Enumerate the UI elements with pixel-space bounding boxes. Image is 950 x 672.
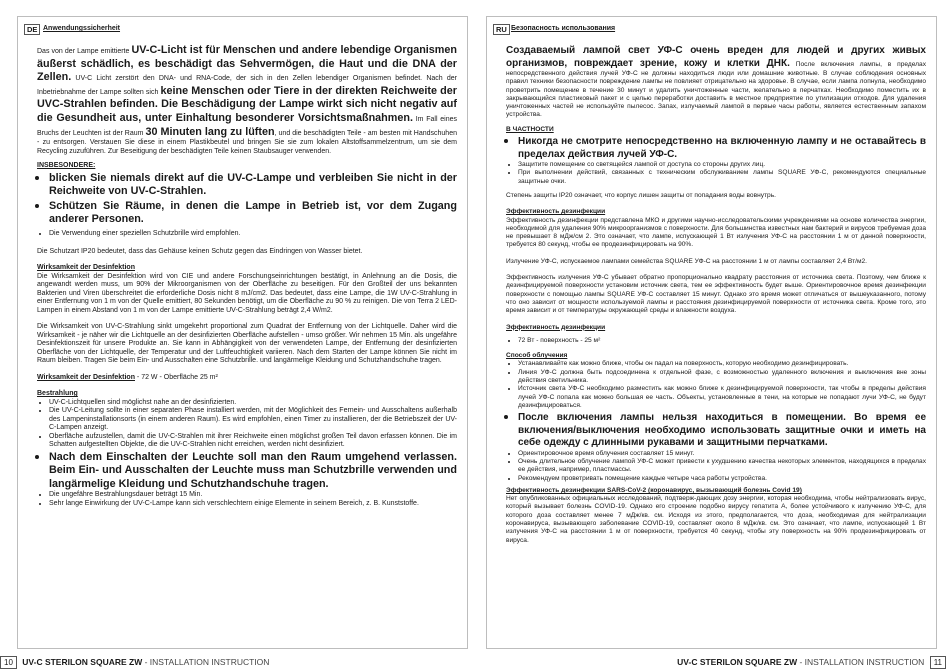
heading-bestrahlung: Bestrahlung [37, 390, 78, 398]
list-item: • Die Verwendung einer speziellen Schutzbrille wird empfohlen. [49, 230, 457, 239]
list-item: • Очень длительное облучение лампой УФ-С может привести к ухудшению качества некоторых элементов, находящихся в пределах ее действия, например, пластмассы. [518, 458, 926, 475]
list-item: • Die UV-C-Leitung sollte in einer separaten Phase installiert werden, mit der Möglichkeit des Fernein- und Ausschaltens außerhalb des Lampeninstallationsorts (in einem anderen Raum). Es wird empfohlen, einen Timer zu installieren, der die Betriebszeit der UV-C-Lampen anzeigt. [49, 407, 457, 433]
list-item: • После включения лампы нельзя находиться в помещении. Во время ее включения/выключения необходимо использовать защитные очки и иметь на себе одежду с длинными рукавами и защитными перчатками. [518, 410, 926, 450]
footer-subtitle: - INSTALLATION INSTRUCTION [142, 657, 270, 667]
heading-v-chastnosti: В ЧАСТНОСТИ [506, 125, 554, 133]
effektivnost-value-list [506, 337, 926, 345]
list-item: • UV-C-Lichtquellen sind möglichst nahe an der desinfizierten. [49, 399, 457, 408]
wirksamkeit-paragraph-2: Die Wirksamkeit von UV-C-Strahlung sinkt umgekehrt proportional zum Quadrat der Entfernung von der Lichtquelle. Daher wird die Wirksamkeit - je näher wir die Lichtquelle an der desinfizierten Oberfläche aufstellen - umso größer. Wir nehmen 15 Min. als ungefähre Desinfektionszeit für unsere Produkte an. Sie kann in Abhängigkeit von der verwendeten Lampe, der Entfernung der desinfizierten Oberfläche von der Lichtquelle, der Temperatur und der Luftfeuchtigkeit variieren. Nach dem Starten der Lampe können Sie nicht im Raum bleiben. Tragen Sie beim Ein- und Ausschalten eine Schutzbrille. und langärmelige Kleidung und Schutzhandschuhe tragen. [37, 323, 457, 365]
list-item: • 72 Вт - поверхность - 25 м² [518, 337, 926, 345]
content-right [506, 45, 926, 553]
heading-insbesondere: INSBESONDERE: [37, 162, 96, 170]
page-number-right: 11 [930, 656, 946, 669]
content-left [37, 44, 457, 508]
ip20-note: Die Schutzart IP20 bedeutet, dass das Gehäuse keinen Schutz gegen das Eindringen von Wasser bietet. [37, 247, 363, 255]
intro-paragraph-ru: Создаваемый лампой свет УФ-С очень вреден для людей и других живых организмов, повреждает зрение, кожу и клетки ДНК. После включения лампы, в пределах непосредственного действия лучей УФ-С не должны находиться люди или домашние животные. В случае соблюдения основных правил техники безопасности повреждение лампы не повлияет отрицательно на здоровье. В случае, если лампа лопнула, необходимо проветрить помещение в течение 30 минут и удалить уничтоженные части, желательно в перчатках. Необходимо поместить их в закрывающийся пластиковый пакет и с целью переработки доставить в местное предприятие по утилизации отходов. Для удаления уничтоженных частей не используйте пылесос. Запах, излучаемый лампой в первые часы работы, является естественным запахом устройства. [506, 45, 926, 119]
heading-wirksamkeit: Wirksamkeit der Desinfektion [37, 264, 135, 272]
wirksamkeit-value: Wirksamkeit der Desinfektion - 72 W - Oberfläche 25 m² [37, 373, 218, 381]
list-item: • Устанавливайте как можно ближе, чтобы он падал на поверхность, которую необходимо дезинфицировать. [518, 360, 926, 368]
wirksamkeit-paragraph-1: Die Wirksamkeit der Desinfektion wird von CIE und andere Forschungseinrichtungen bestätigt, in Anlehnung an die Dosis, die angewandt werden muss, um 90% der Mikroorganismen von der Oberfläche zu beseitigen. Für den Großteil der uns bekannten Bakterien und Viren überschreitet die erforderliche Dosis nicht 8 mJ/cm2. Das bedeutet, dass eine Lampe, die 1W UV-C-Strahlung in einer Entfernung von 1 m von der Quelle emittiert, 80 Sekunden benötigt, um die Oberfläche zu 90 % zu reinigen. Die von Terra 2 LED-Lampen in einem Abstand von 1 m von der Lampe emittierte UV-C-Strahlung beträgt 2,4 W/m2. [37, 272, 457, 314]
effektivnost-paragraph-3: Эффективность излучения УФ-С убывает обратно пропорционально квадрату расстояния от источника света. Поэтому, чем ближе к дезинфицируемой поверхности установим источник света, тем ее эффективность будет выше. Ориентировочное время дезинфекции поверхности с помощью лампы SQUARE УФ-С составляет 15 минут. Однако это время может отличаться от вышеуказанного, потому что оно зависит от мощности используемой лампы и расстояния дезинфицируемой поверхности от источника света. Кроме того, это время зависит и от температуры окружающей среды и влажности воздуха. [506, 274, 926, 315]
heading-effektivnost-2: Эффективность дезинфекции [506, 323, 606, 331]
list-item: • Sehr lange Einwirkung der UV-C-Lampe kann sich verschlechtern einige Elemente in seinem Bereich, z. B. Kunststoffe. [49, 500, 457, 509]
heading-sars: Эффективность дезинфекции SARS-CoV-2 (коронавирус, вызывающий болезнь Covid 19) [506, 486, 802, 494]
footer-left [0, 655, 269, 669]
section-title-safety-ru: Безопасность использования [511, 25, 616, 32]
list-item: • Источник света УФ-С необходимо разместить как можно ближе к дезинфицируемой поверхности, так чтобы в пределы действия лучей УФ-С попала как можно большая ее часть. Объекты, установленные в тени, на которые не попадают лучи УФ-С, не будут дезинфицироваться. [518, 385, 926, 410]
heading-effektivnost: Эффективность дезинфекции [506, 208, 606, 216]
footer-subtitle: - INSTALLATION INSTRUCTION [797, 657, 925, 667]
list-item: • Ориентировочное время облучения составляет 15 минут. [518, 450, 926, 458]
list-item: • Защитите помещение со светящейся лампой от доступа со стороны других лиц. [518, 161, 926, 169]
ip20-note-ru: Степень защиты IP20 означает, что корпус лишен защиты от попадания воды вовнутрь. [506, 191, 776, 199]
intro-paragraph: Das von der Lampe emittierte UV-C-Licht ist für Menschen und andere lebendige Organismen äußerst schädlich, es beschädigt das Sehvermögen, die Haut und die DNA der Zellen. UV-C Licht zerstört den DNA- und RNA-Code, der sich in den Zellen lebendiger Organismen befindet. Nach der Inbetriebnahme der Lampe sollten sich keine Menschen oder Tiere in der direkten Reichweite der UVC-Strahlen befinden. Die Beschädigung der Lampe wirkt sich nicht negativ auf die Gesundheit aus, unter Einhaltung besonderer Vorsichtsmaßnahmen. Im Fall eines Bruchs der Leuchten ist der Raum 30 Minuten lang zu lüften, und die beschädigten Teile - am besten mit Handschuhen - zu entsorgen. Verstauen Sie diese in einem Plastikbeutel und bringen Sie sie zum lokalen Altstoffsammelzentrum, um sie dem Recycling zuzuführen. Zur Beseitigung der beschädigten Teile keinen Staubsauger verwenden. [37, 44, 457, 155]
insbesondere-list [37, 171, 457, 239]
heading-sposob: Способ облучения [506, 352, 568, 360]
sars-paragraph: Нет опубликованных официальных исследований, подтверж-дающих дозу энергии, которая необходима, чтобы нейтрализовать вирус, который вызывает болезнь COVID-19. Однако его строение подобно вирусу гепатита А, более устойчивого к излучению УФ-С, для которого доза составляет менее 7 мДж/кв. см. Исходя из этого, предполагается, что доза, необходимая для нейтрализации коронавируса, вызывающего заболевание COVID-19, составляет около 8 мДж/кв. см. Это означает, что лампе, испускающей 1 Вт излучения УФ-С на расстоянии 1 м от поверхности, требуется 40 секунд, чтобы эту поверхность на 90% продезинфицировать от вируса. [506, 495, 926, 544]
list-item: • blicken Sie niemals direkt auf die UV-C-Lampe und verbleiben Sie nicht in der Reichweite von UV-C-Strahlen. [49, 171, 457, 199]
chastnosti-list [506, 134, 926, 186]
list-item: • При выполнении действий, связанных с техническим обслуживанием лампы SQUARE УФ-С, рекомендуются специальные защитные очки. [518, 169, 926, 186]
effektivnost-paragraph-2: Излучение УФ-С, испускаемое лампами семейства SQUARE УФ-С на расстоянии 1 м от лампы составляет 2,4 Вт/м2. [506, 257, 867, 265]
page-left [17, 16, 468, 649]
footer-brand: UV-C STERILON SQUARE ZW [22, 657, 143, 667]
footer-right [677, 655, 946, 669]
effektivnost-paragraph-1: Эффективность дезинфекции представлена МКО и другими научно-исследовательскими учреждениями на основе количества энергии, необходимой для удаления 90% микроорганизмов с поверхности. Для большинства известных нам бактерий и вирусов требуемая доза не превышает 8 мДж/см 2. Это означает, что лампе, испускающей 1 Вт излучения УФ-С на расстоянии 1 м от данной поверхности, требуется 80 секунд, чтобы ее продезинфицировать на 90%. [506, 216, 926, 249]
page-right [486, 16, 937, 649]
list-item: • Линия УФ-С должна быть подсоединена к отдельной фазе, с возможностью удаленного включения и выключения вне зоны действия светильника. [518, 369, 926, 386]
sposob-list [506, 360, 926, 482]
list-item: • Nach dem Einschalten der Leuchte soll man den Raum umgehend verlassen. Beim Ein- und Ausschalten der Leuchte muss man Schutzbrille verwenden und langärmelige Kleidung und Schutzhandschuhe tragen. [49, 450, 457, 492]
list-item: • Рекомендуем проветривать помещение каждые четыре часа работы устройства. [518, 475, 926, 483]
page-number-left: 10 [0, 656, 17, 669]
bestrahlung-list [37, 399, 457, 509]
footer-brand: UV-C STERILON SQUARE ZW [677, 657, 798, 667]
list-item: • Schützen Sie Räume, in denen die Lampe in Betrieb ist, vor dem Zugang anderer Personen. [49, 199, 457, 227]
list-item: • Никогда не смотрите непосредственно на включенную лампу и не оставайтесь в пределах действия лучей УФ-С. [518, 134, 926, 161]
list-item: • Oberfläche aufzustellen, damit die UV-C-Strahlen mit ihrer Reichweite einen möglichst großen Teil davon erfassen können. Die im Schatten aufgestellten Objekte, die die UV-C-Strahlen nicht erreichen, werden nicht desinfiziert. [49, 433, 457, 450]
language-badge-ru: RU [493, 24, 510, 35]
section-title-safety: Anwendungssicherheit [43, 25, 121, 32]
list-item: • Die ungefähre Bestrahlungsdauer beträgt 15 Min. [49, 491, 457, 500]
language-badge-de: DE [24, 24, 40, 35]
